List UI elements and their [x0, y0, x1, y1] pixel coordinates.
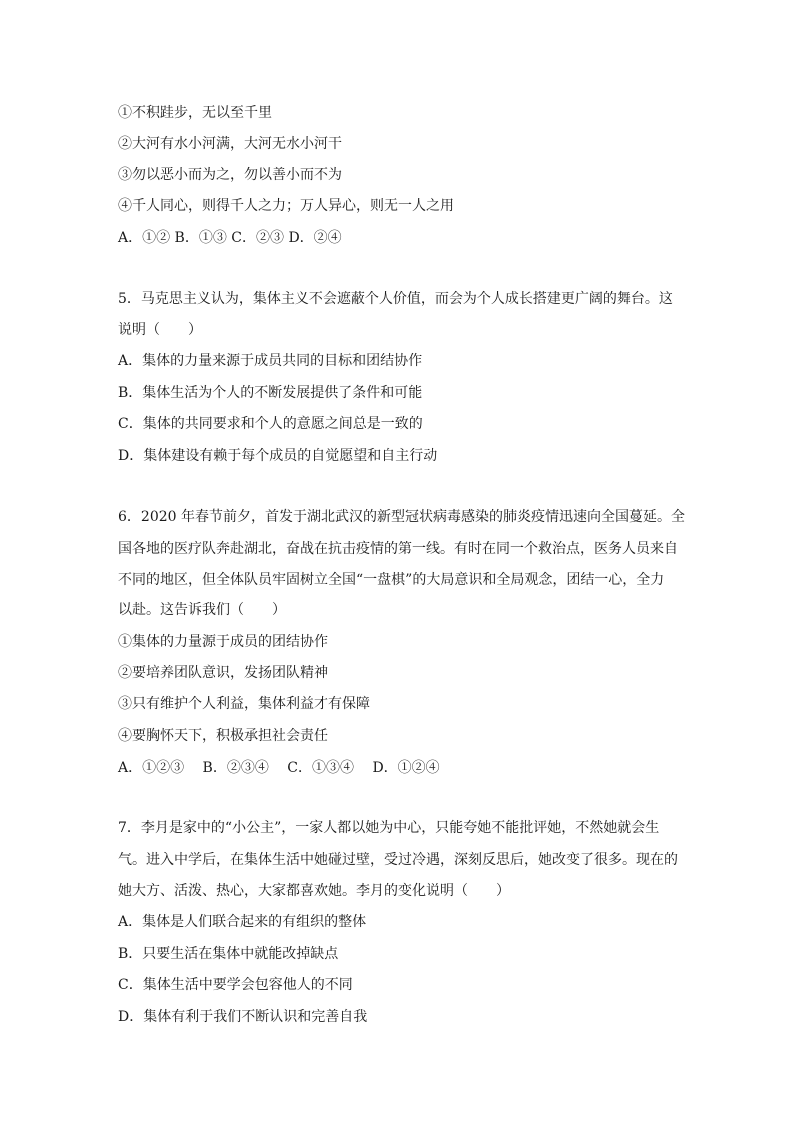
q5-stem-line-1: 5．马克思主义认为，集体主义不会遮蔽个人价值，而会为个人成长搭建更广阔的舞台。这	[118, 291, 673, 307]
q6-item-2: ②要培养团队意识，发扬团队精神	[118, 665, 328, 681]
q6-stem-line-2: 国各地的医疗队奔赴湖北，奋战在抗击疫情的第一线。有时在同一个救治点，医务人员来自	[118, 541, 678, 557]
q6-answer-options: A．①②③ B．②③④ C．①③④ D．①②④	[118, 760, 440, 776]
q7-stem-line-2: 气。进入中学后，在集体生活中她碰过壁，受过冷遇，深刻反思后，她改变了很多。现在的	[118, 852, 678, 868]
q6-stem-line-4: 以赴。这告诉我们（ ）	[118, 602, 286, 618]
q5-stem-line-2: 说明（ ）	[118, 322, 202, 338]
q6-stem-line-3: 不同的地区，但全体队员牢固树立全国“一盘棋”的大局意识和全局观念，团结一心，全力	[118, 572, 665, 588]
q6-item-3: ③只有维护个人利益，集体利益才有保障	[118, 696, 370, 712]
q5-option-a: A．集体的力量来源于成员共同的目标和团结协作	[118, 353, 423, 369]
q7-option-c: C．集体生活中要学会包容他人的不同	[118, 977, 353, 993]
q7-stem-line-3: 她大方、活泼、热心，大家都喜欢她。李月的变化说明（ ）	[118, 883, 510, 899]
q5-option-b: B．集体生活为个人的不断发展提供了条件和可能	[118, 385, 423, 401]
q5-option-d: D．集体建设有赖于每个成员的自觉愿望和自主行动	[118, 448, 438, 464]
q4-item-3: ③勿以恶小而为之，勿以善小而不为	[118, 167, 342, 183]
q7-option-b: B．只要生活在集体中就能改掉缺点	[118, 946, 339, 962]
q7-option-a: A．集体是人们联合起来的有组织的整体	[118, 914, 367, 930]
q4-item-4: ④千人同心，则得千人之力；万人异心，则无一人之用	[118, 198, 454, 214]
q4-answer-options: A．①② B．①③ C．②③ D．②④	[118, 230, 342, 246]
q7-stem-line-1: 7．李月是家中的“小公主”，一家人都以她为中心，只能夸她不能批评她，不然她就会生	[118, 820, 660, 836]
q6-stem-line-1: 6．2020 年春节前夕，首发于湖北武汉的新型冠状病毒感染的肺炎疫情迅速向全国蔓延。全	[118, 509, 685, 525]
q4-item-2: ②大河有水小河满，大河无水小河干	[118, 136, 342, 152]
q7-option-d: D．集体有利于我们不断认识和完善自我	[118, 1009, 368, 1025]
q4-item-1: ①不积跬步，无以至千里	[118, 105, 272, 121]
q5-option-c: C．集体的共同要求和个人的意愿之间总是一致的	[118, 416, 423, 432]
q6-item-1: ①集体的力量源于成员的团结协作	[118, 634, 328, 650]
q6-item-4: ④要胸怀天下，积极承担社会责任	[118, 728, 328, 744]
